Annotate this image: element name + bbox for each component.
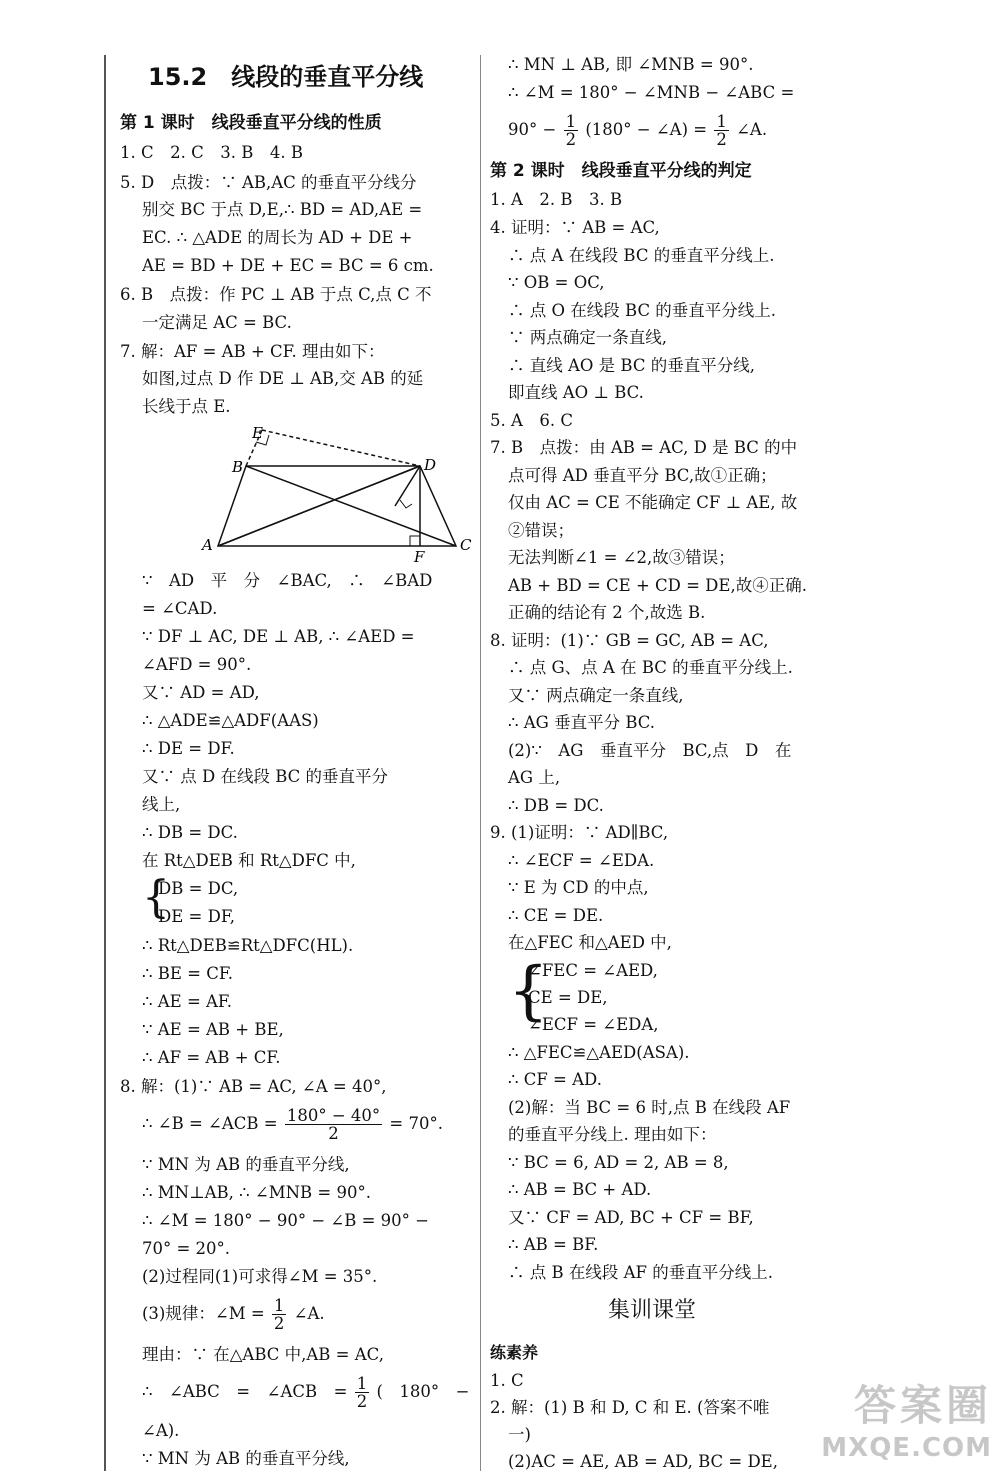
answer-line: (2)解：当 BC = 6 时,点 B 在线段 AF (508, 1098, 791, 1117)
answer-line: 正确的结论有 2 个,故选 B. (508, 603, 706, 622)
denominator: 2 (273, 1314, 285, 1333)
answer-line: ∴ 直线 AO 是 BC 的垂直平分线, (508, 356, 755, 375)
text: ( 180° − (376, 1382, 470, 1401)
fraction (564, 113, 579, 148)
fraction (714, 113, 729, 148)
numerator: 1 (356, 1374, 368, 1393)
label-C: C (460, 536, 472, 554)
answer-line: 2. 解：(1) B 和 D, C 和 E. (答案不唯 (490, 1398, 770, 1417)
answer-line: ∴ ∠M = 180° − 90° − ∠B = 90° − (142, 1211, 429, 1230)
answer-line: 点可得 AD 垂直平分 BC,故①正确； (508, 466, 777, 485)
brace: { (508, 954, 549, 1028)
answer-line: 又∵ 点 D 在线段 BC 的垂直平分 (142, 767, 389, 786)
answer-line: ∵ 两点确定一条直线, (508, 328, 667, 347)
answer-line: 7. B 点拨：由 AB = AC, D 是 BC 的中 (490, 438, 798, 457)
lesson-2-heading: 第 2 课时 线段垂直平分线的判定 (490, 161, 752, 181)
answer-line: 6. B 点拨：作 PC ⊥ AB 于点 C,点 C 不 (120, 285, 432, 304)
answer-line: 一定满足 AC = BC. (142, 313, 292, 332)
text: ∴ ∠ABC = ∠ACB = (142, 1382, 348, 1401)
text: = 70°. (389, 1114, 443, 1133)
answer-line: ∴ ∠M = 180° − ∠MNB − ∠ABC = (508, 83, 795, 102)
text: 90° − (508, 120, 557, 139)
section-heading: 集训课堂 (608, 1298, 697, 1323)
label-D: D (424, 456, 437, 474)
answer-line: 又∵ AD = AD, (142, 683, 260, 702)
answer-line: ∴ ∠ECF = ∠EDA. (508, 851, 655, 870)
section-title: 15.2 线段的垂直平分线 (148, 63, 424, 91)
column-divider (480, 55, 481, 1471)
answer-line: ∴ MN ⊥ AB, 即 ∠MNB = 90°. (508, 55, 754, 74)
watermark-logo: 答案圈 (853, 1381, 992, 1430)
denominator: 2 (565, 130, 577, 149)
answer-line: = ∠CAD. (142, 599, 218, 618)
answer-line: ∵ MN 为 AB 的垂直平分线, (142, 1155, 350, 1174)
answer-line: 理由：∵ 在△ABC 中,AB = AC, (142, 1345, 384, 1364)
fraction-line (142, 1372, 469, 1412)
answer-line: ∴ 点 O 在线段 BC 的垂直平分线上. (508, 301, 777, 320)
fraction-line (142, 1294, 325, 1334)
answer-line: ∴ AE = AF. (142, 992, 233, 1011)
denominator: 2 (716, 130, 727, 149)
lesson-1-heading: 第 1 课时 线段垂直平分线的性质 (120, 113, 382, 133)
watermark-site: MXQE.COM (821, 1433, 992, 1463)
answer-line: ∴ AF = AB + CF. (142, 1048, 281, 1067)
numerator: 180° − 40° (286, 1106, 381, 1125)
label-B: B (232, 458, 244, 476)
numerator: 1 (273, 1296, 285, 1315)
answer-line: ∴ DB = DC. (508, 796, 604, 815)
answer-line: ∴ 点 G、点 A 在 BC 的垂直平分线上. (508, 658, 793, 677)
label-A: A (202, 536, 213, 554)
answer-line: 7. 解：AF = AB + CF. 理由如下： (120, 342, 385, 361)
answer-line: ②错误； (508, 521, 574, 540)
numerator: 1 (716, 112, 727, 131)
answer-line: 8. 证明：(1)∵ GB = GC, AB = AC, (490, 631, 769, 650)
answer-line: 又∵ CF = AD, BC + CF = BF, (508, 1208, 754, 1227)
text: ∠A. (293, 1304, 325, 1323)
subsection-tag: 练素养 (490, 1343, 539, 1362)
answer-line: (2)过程同(1)可求得∠M = 35°. (142, 1267, 378, 1286)
answer-line: ∴ 点 A 在线段 BC 的垂直平分线上. (508, 246, 775, 265)
brace: { (142, 872, 170, 923)
answer-line: AB + BD = CE + CD = DE,故④正确. (508, 576, 807, 595)
left-margin-rule (104, 55, 106, 1471)
answer-line: ∠AFD = 90°. (142, 655, 252, 674)
answer-line: 在△FEC 和△AED 中, (508, 933, 672, 952)
numerator: 1 (565, 112, 577, 131)
answer-line: 9. (1)证明：∵ AD∥BC, (490, 823, 669, 842)
answer-line: ∴ BE = CF. (142, 964, 233, 983)
answer-line: AE = BD + DE + EC = BC = 6 cm. (142, 256, 434, 275)
denominator: 2 (328, 1124, 339, 1143)
answer-line: 无法判断∠1 = ∠2,故③错误； (508, 548, 735, 567)
text: (3)规律：∠M = (142, 1304, 265, 1323)
answer-line: ∵ MN 为 AB 的垂直平分线, (142, 1449, 350, 1468)
fraction (272, 1297, 287, 1332)
denominator: 2 (356, 1392, 368, 1411)
answer-line: 1. A 2. B 3. B (490, 190, 623, 209)
answer-line: 如图,过点 D 作 DE ⊥ AB,交 AB 的延 (142, 369, 424, 388)
answer-line: ∵ BC = 6, AD = 2, AB = 8, (508, 1153, 729, 1172)
answer-line: 4. 证明：∵ AB = AC, (490, 218, 660, 237)
answer-line: ∴ DE = DF. (142, 739, 235, 758)
answer-line: (2)∵ AG 垂直平分 BC,点 D 在 (508, 741, 792, 760)
answer-line: ∵ DF ⊥ AC, DE ⊥ AB, ∴ ∠AED = (142, 627, 415, 646)
answer-line: ∴ Rt△DEB≌Rt△DFC(HL). (142, 936, 354, 955)
answer-line: ∴ DB = DC. (142, 823, 238, 842)
answer-line: 即直线 AO ⊥ BC. (508, 383, 644, 402)
answer-line: ∠ECF = ∠EDA, (528, 1015, 659, 1034)
answer-line: 1. C 2. C 3. B 4. B (120, 143, 303, 162)
answer-line: 5. A 6. C (490, 411, 574, 430)
answer-line: 的垂直平分线上. 理由如下： (508, 1125, 717, 1144)
answer-line: 仅由 AC = CE 不能确定 CF ⊥ AE, 故 (508, 493, 798, 512)
text: (180° − ∠A) = (585, 120, 708, 139)
answer-line: 长线于点 E. (142, 397, 231, 416)
answer-line: 5. D 点拨：∵ AB,AC 的垂直平分线分 (120, 173, 417, 192)
fraction (355, 1375, 370, 1410)
answer-line: ∵ AD 平 分 ∠BAC, ∴ ∠BAD (142, 571, 433, 590)
answer-line: ∴ CE = DE. (508, 906, 604, 925)
label-E: E (252, 424, 263, 442)
answer-line: EC. ∴ △ADE 的周长为 AD + DE + (142, 228, 413, 247)
fraction-line (142, 1104, 443, 1144)
text: ∠A. (736, 120, 768, 139)
answer-line: ∵ AE = AB + BE, (142, 1020, 284, 1039)
answer-line: ∴ △FEC≌△AED(ASA). (508, 1043, 690, 1062)
answer-line: ∴ AG 垂直平分 BC. (508, 713, 656, 732)
fraction-line (508, 110, 767, 150)
answer-line: DB = DC, (158, 879, 239, 898)
text: ∴ ∠B = ∠ACB = (142, 1114, 278, 1133)
answer-line: ∴ △ADE≌△ADF(AAS) (142, 711, 319, 730)
answer-line: ∴ MN⊥AB, ∴ ∠MNB = 90°. (142, 1183, 371, 1202)
answer-line: 又∵ 两点确定一条直线, (508, 686, 684, 705)
answer-line: 70° = 20°. (142, 1239, 231, 1258)
answer-line: 在 Rt△DEB 和 Rt△DFC 中, (142, 851, 356, 870)
answer-line: 线上, (142, 795, 181, 814)
answer-line: ∴ 点 B 在线段 AF 的垂直平分线上. (508, 1263, 773, 1282)
answer-line: ∴ AB = BF. (508, 1235, 599, 1254)
answer-line: ∵ E 为 CD 的中点, (508, 878, 649, 897)
geometry-figure (200, 424, 490, 564)
answer-line: DE = DF, (158, 907, 235, 926)
answer-line: 别交 BC 于点 D,E,∴ BD = AD,AE = (142, 200, 423, 219)
answer-line: AG 上, (508, 768, 561, 787)
answer-line: ∠A). (142, 1421, 180, 1440)
answer-line: 一) (508, 1425, 531, 1444)
answer-line: CE = DE, (528, 988, 608, 1007)
answer-line: 1. C (490, 1371, 524, 1390)
fraction (285, 1107, 382, 1142)
answer-line: ∠FEC = ∠AED, (528, 961, 658, 980)
answer-line: ∵ OB = OC, (508, 273, 605, 292)
watermark (821, 1373, 992, 1463)
answer-line: ∴ CF = AD. (508, 1070, 602, 1089)
answer-line: 8. 解：(1)∵ AB = AC, ∠A = 40°, (120, 1077, 387, 1096)
answer-line: (2)AC = AE, AB = AD, BC = DE, (508, 1452, 778, 1471)
answer-line: ∴ AB = BC + AD. (508, 1180, 652, 1199)
label-F: F (414, 548, 425, 564)
